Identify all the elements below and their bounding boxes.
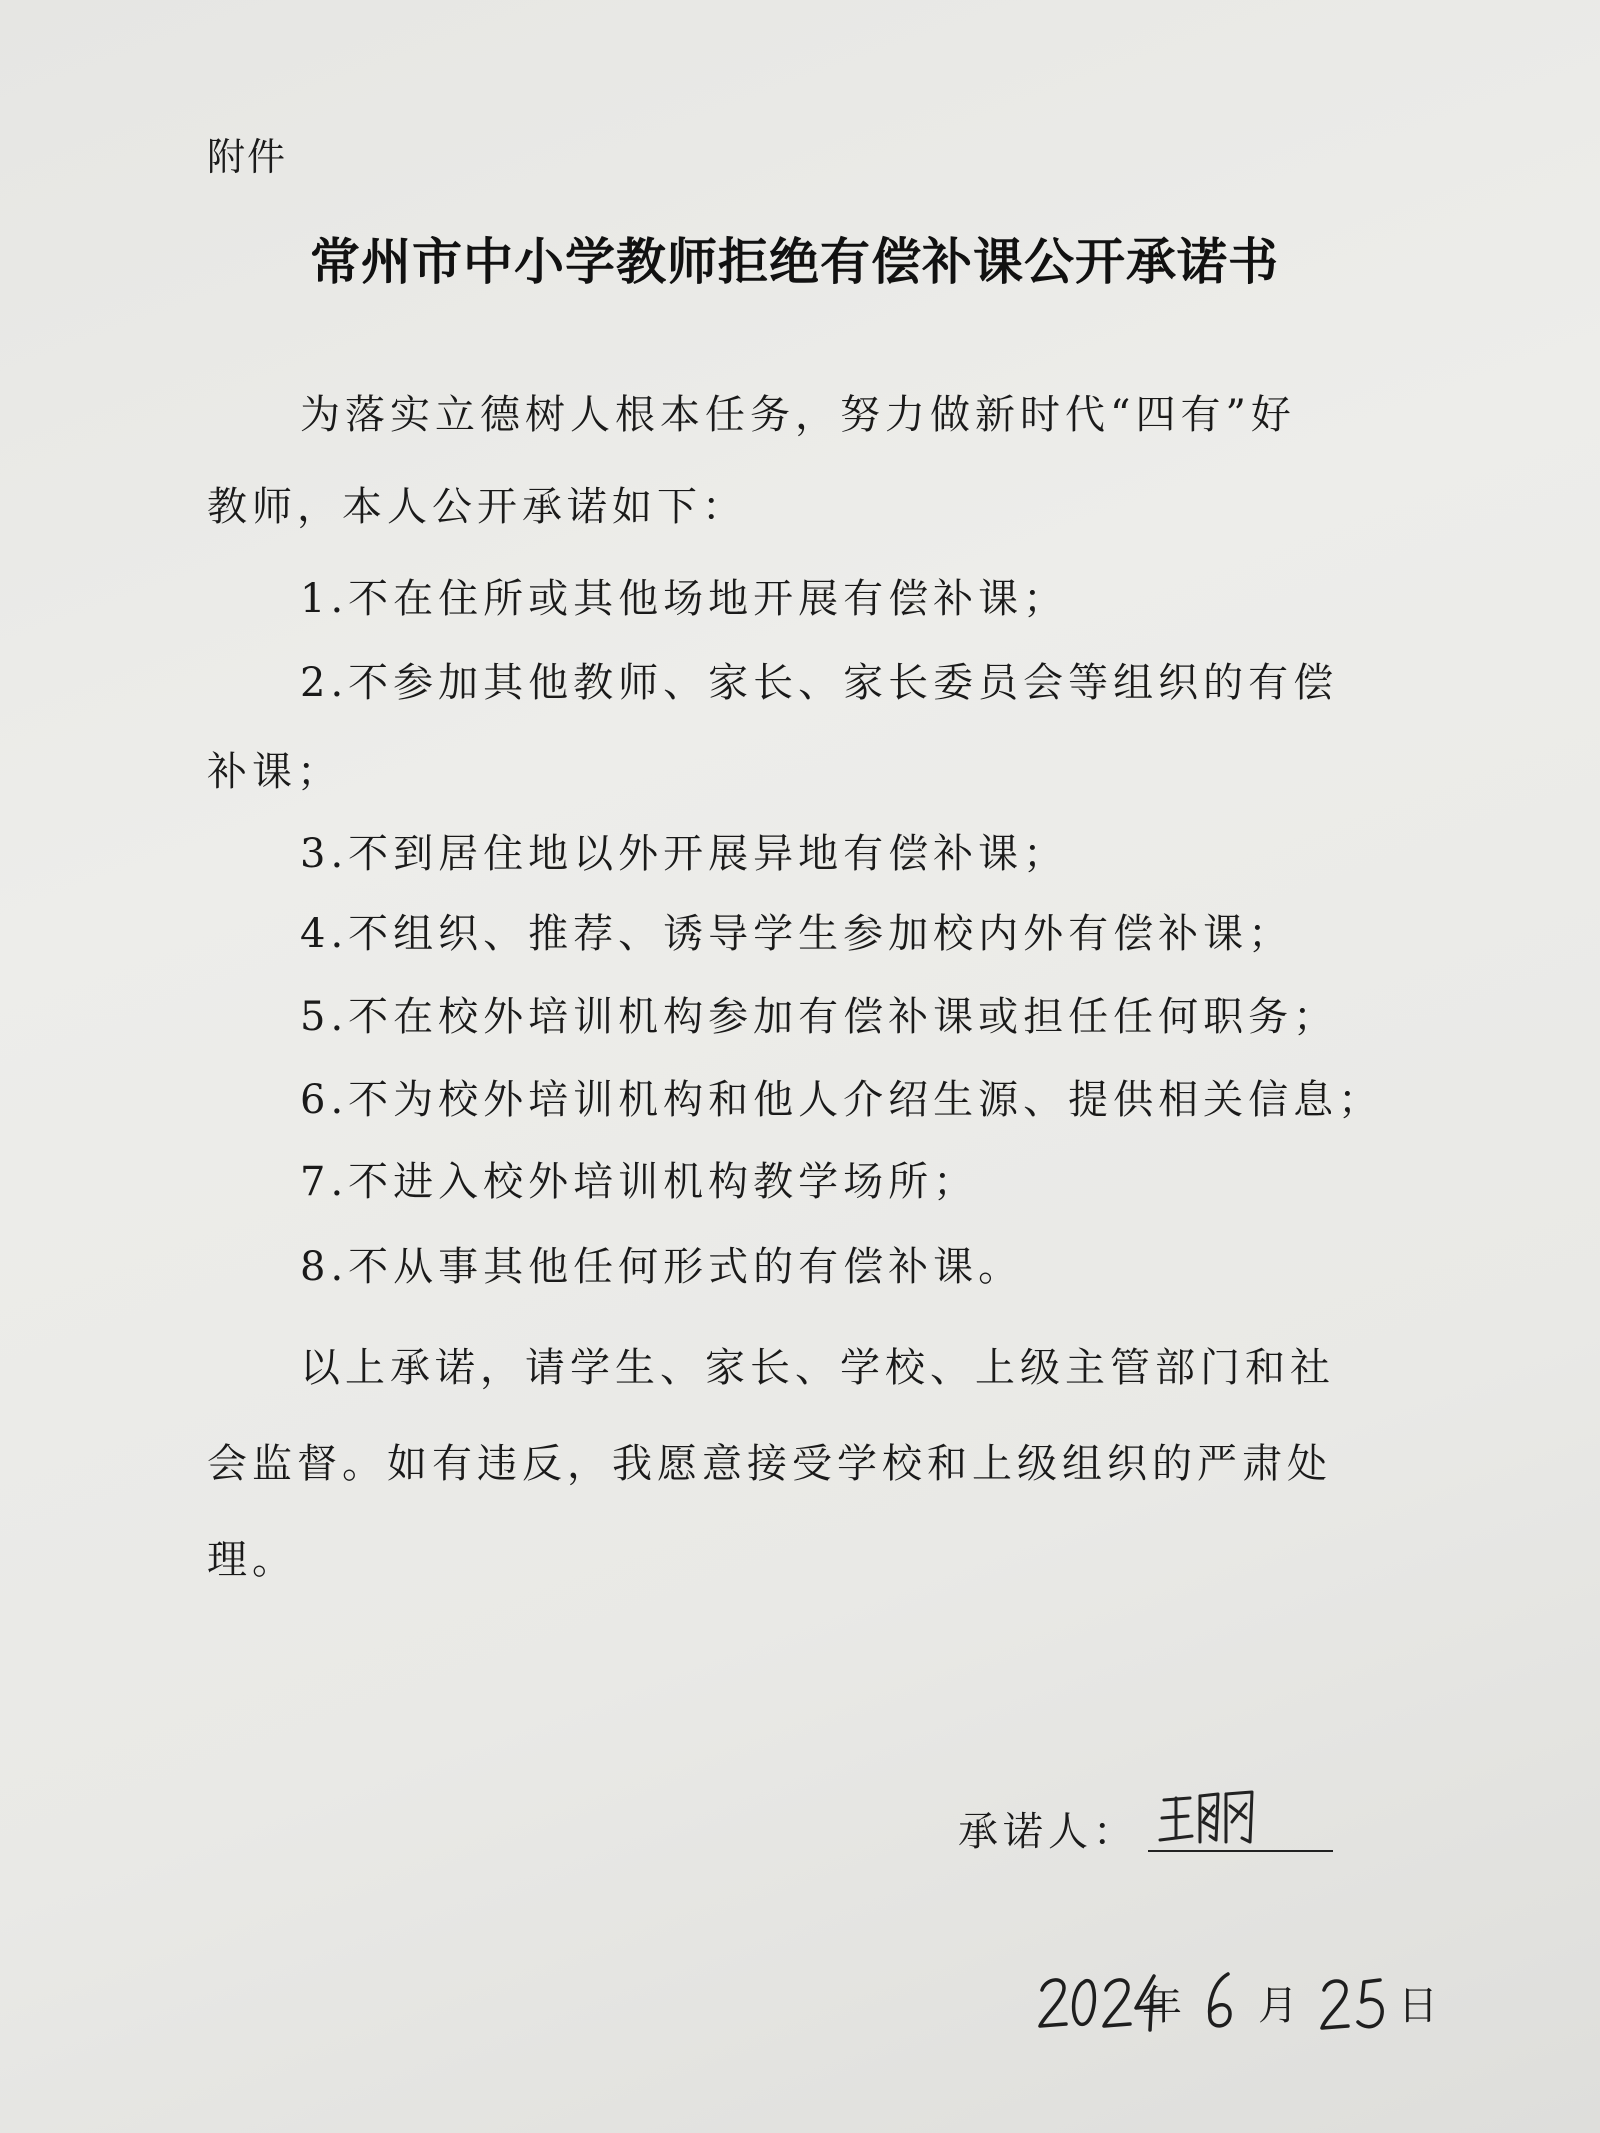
handwritten-month <box>1200 1968 1240 2034</box>
month-suffix: 月 <box>1258 1983 1298 2029</box>
attachment-label: 附件 <box>207 135 288 179</box>
handwritten-day <box>1318 1970 1398 2036</box>
signatory-label: 承诺人： <box>958 1809 1138 1855</box>
document-title: 常州市中小学教师拒绝有偿补课公开承诺书 <box>310 232 1279 291</box>
body-line: 理。 <box>207 1537 297 1583</box>
signatory-row <box>958 1792 1378 1862</box>
commitment-item: 1.不在住所或其他场地开展有偿补课； <box>300 576 1069 622</box>
handwritten-signature <box>1156 1786 1276 1850</box>
commitment-item: 5.不在校外培训机构参加有偿补课或担任任何职务； <box>300 994 1339 1040</box>
body-line: 为落实立德树人根本任务，努力做新时代“四有”好 <box>300 392 1296 438</box>
commitment-item: 4.不组织、推荐、诱导学生参加校内外有偿补课； <box>300 911 1294 957</box>
body-line: 教师，本人公开承诺如下： <box>207 484 747 530</box>
commitment-item: 3.不到居住地以外开展异地有偿补课； <box>300 831 1069 877</box>
signature-underline <box>1148 1850 1333 1852</box>
year-suffix: 年 <box>1142 1983 1182 2029</box>
commitment-item: 7.不进入校外培训机构教学场所； <box>300 1159 979 1205</box>
commitment-item: 8.不从事其他任何形式的有偿补课。 <box>300 1244 1024 1290</box>
day-suffix: 日 <box>1398 1983 1438 2029</box>
date-row <box>1030 1960 1450 2040</box>
body-line: 会监督。如有违反，我愿意接受学校和上级组织的严肃处 <box>207 1441 1332 1487</box>
commitment-item: 6.不为校外培训机构和他人介绍生源、提供相关信息； <box>300 1077 1384 1123</box>
commitment-item: 2.不参加其他教师、家长、家长委员会等组织的有偿 <box>300 660 1339 706</box>
body-line: 以上承诺，请学生、家长、学校、上级主管部门和社 <box>300 1345 1335 1391</box>
commitment-item-continued: 补课； <box>207 749 342 795</box>
